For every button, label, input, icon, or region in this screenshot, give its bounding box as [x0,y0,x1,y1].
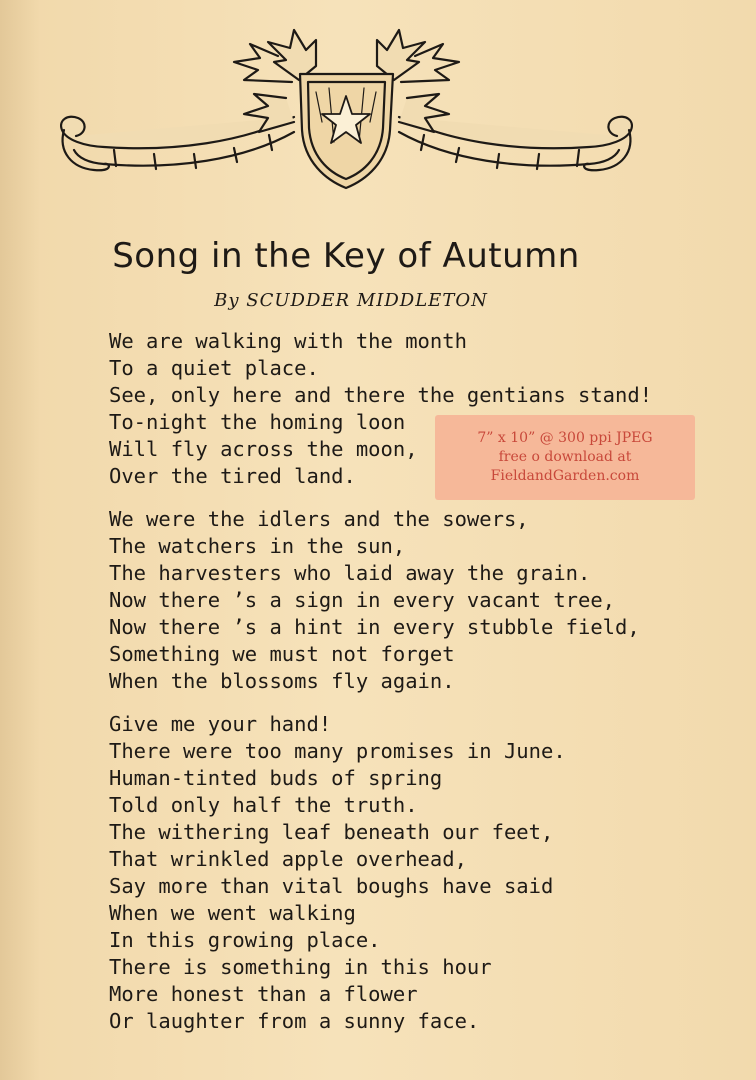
poem-line: To a quiet place. [109,356,319,380]
stanza-3 [109,711,669,1035]
watermark-link: FieldandGarden.com [490,468,640,484]
poem-line: Told only half the truth. [109,793,418,817]
poem-line: See, only here and there the gentians stand! [109,383,653,407]
bleed-through-text [666,0,756,1080]
poem-line: The harvesters who laid away the grain. [109,561,591,585]
poem-line: There is something in this hour [109,955,492,979]
poem-line: The watchers in the sun, [109,534,406,558]
poem-line: The withering leaf beneath our feet, [109,820,554,844]
poem-line: When we went walking [109,901,356,925]
poem-line: There were too many promises in June. [109,739,566,763]
poem-title: Song in the Key of Autumn [112,236,580,276]
shield-banner-ornament [54,22,639,194]
poem-line: Human-tinted buds of spring [109,766,443,790]
stanza-2 [109,506,669,695]
poem-line: Now there ’s a sign in every vacant tree, [109,588,616,612]
watermark-line: free o download at [498,449,632,465]
watermark-line: 7” x 10” @ 300 ppi JPEG [477,430,653,446]
poem-line: Say more than vital boughs have said [109,874,554,898]
poem-line: Over the tired land. [109,464,356,488]
poem-line: Now there ’s a hint in every stubble field, [109,615,640,639]
poem-line: More honest than a flower [109,982,418,1006]
page-edge-shadow [0,0,40,1080]
poem-line: Give me your hand! [109,712,332,736]
poem-line: When the blossoms fly again. [109,669,455,693]
poem-line: Something we must not forget [109,642,455,666]
poem-line: To-night the homing loon [109,410,406,434]
poem-line: That wrinkled apple overhead, [109,847,467,871]
watermark-badge [435,415,695,500]
author-byline: By SCUDDER MIDDLETON [214,290,488,311]
poem-line: We were the idlers and the sowers, [109,507,529,531]
poem-line: We are walking with the month [109,329,467,353]
poem-line: Or laughter from a sunny face. [109,1009,480,1033]
poem-line: In this growing place. [109,928,381,952]
poem-line: Will fly across the moon, [109,437,418,461]
